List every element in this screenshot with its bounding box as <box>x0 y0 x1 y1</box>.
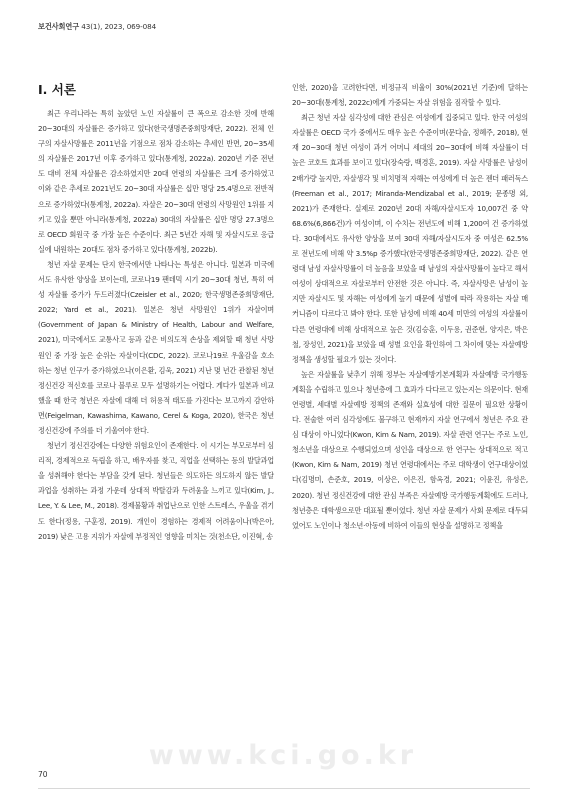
watermark: www.kci.go.kr <box>148 740 418 771</box>
paragraph: 청년 자살 문제는 단지 한국에서만 나타나는 특성은 아니다. 일본과 미국에서도 유사한 양상을 보이는데, 코로나19 팬데믹 시기 20~30대 청년, 특히 여성 자살률 증가가 두드러졌다(Czeisler et al., 2020; 한국생명존중희망재단, 2022; Yard et al., 2021). 일본은 청년 사망원인 1위가 자살이며(Government of Japan & Ministry of Health, Labour and Welfare, 2021), 미국에서도 교통사고 등과 같은 비의도적 손상을 제외할 때 청년 사망원인 중 가장 높은 순위는 자살이다(CDC, 2022). 코로나19로 우울감을 호소하는 청년 인구가 증가하였으나(이은환, 김욱, 2021) 지난 몇 년간 관찰된 청년 정신건강 적신호를 코로나 블루로 모두 설명하기는 어렵다. 게다가 일본과 비교했을 때 한국 청년은 자살에 대해 더 허용적 태도를 가진다는 보고까지 감안하면(Feigelman, Kawashima, Kawano, Cerel & Koga, 2020), 한국은 청년 정신건강에 주의를 더 기울여야 한다. <box>38 259 274 435</box>
running-head <box>38 22 156 32</box>
paragraph: 높은 자살률을 낮추기 위해 정부는 자살예방기본계획과 자살예방 국가행동계획을 수립하고 있으나 청년층에 그 효과가 다다르고 있는지는 의문이다. 현재 연령별, 세대별 자살예방 정책의 존재와 실효성에 대한 질문이 필요한 상황이다. 전술한 여러 심각성에도 불구하고 현재까지 자살 연구에서 청년은 주요 관심 대상이 아니었다(Kwon, Kim & Nam, 2019). 자살 관련 연구는 주로 노인, 청소년을 대상으로 수행되었으며 성인을 대상으로 한 연구는 상대적으로 적고(Kwon, Kim & Nam, 2019) 청년 연령대에서는 주로 대학생이 연구대상이었다(김명미, 손준호, 2019, 이상은, 이은진, 함옥경, 2021; 이윤진, 유성은, 2020). 청년 정신건강에 대한 관심 부족은 자살예방 국가행동계획에도 드러나, 청년층은 대학생으로만 대표될 뿐이었다. 청년 자살 문제가 사회 문제로 대두되었어도 노인이나 청소년·아동에 비하여 이들의 현상을 설명하고 정책을 <box>292 369 528 530</box>
paragraph-continued: 인한, 2020)을 고려한다면, 비정규직 비율이 30%(2021년 기준)에 달하는 20~30대(통계청, 2022c)에게 가중되는 자살 위험을 짐작할 수 있다. <box>292 83 528 108</box>
right-column <box>292 80 528 533</box>
paragraph: 청년기 정신건강에는 다양한 위험요인이 존재한다. 이 시기는 부모로부터 심리적, 경제적으로 독립을 하고, 배우자를 찾고, 직업을 선택하는 등의 발달과업을 성취해야 한다는 부담을 갖게 된다. 청년들은 의도하든 의도하지 않든 발달과업을 성취하는 과정 가운데 상대적 박탈감과 두려움을 느끼고 있다(Kim, J., Lee, Y. & Lee, M., 2018). 경제불황과 취업난으로 인한 스트레스, 우울을 겪기도 한다(정용, 구훈정, 2019). 개인이 경험하는 경제적 어려움이나(박은아, 2019) 낮은 고용 지위가 자살에 부정적인 영향을 미치는 것(천소단, 이진혁, 송 <box>38 441 274 541</box>
paragraph: 최근 청년 자살 심각성에 대한 관심은 여성에게 집중되고 있다. 한국 여성의 자살률은 OECD 국가 중에서도 매우 높은 수준이며(문다슬, 정혜주, 2018), 현재 20~30대 청년 여성이 과거 어머니 세대의 20~30대에 비해 자살률이 더 높은 코호트 효과를 보이고 있다(장숙랑, 백경흔, 2019). 자살 사망률은 남성이 2배가량 높지만, 자살생각 및 비치명적 자해는 여성에게 더 높은 젠더 패러독스(Freeman et al., 2017; Miranda-Mendizabal et al., 2019; 문종명 외, 2021)가 존재한다. 실제로 2020년 20대 자해/자살시도자 10,007건 중 약 68.6%(6,866건)가 여성이며, 이 수치는 전년도에 비해 1,200여 건 증가하였다. 30대에서도 유사한 양상을 보여 30대 자해/자살시도자 중 여성은 62.5%로 전년도에 비해 약 3.5%p 증가했다(한국생명존중희망재단, 2022). 같은 연령대 남성 자살사망률이 더 높음을 보았을 때 남성의 자살사망률이 높다고 해서 여성이 상대적으로 자살로부터 안전한 것은 아니다. 즉, 자살사망은 남성이 높지만 자살시도 및 자해는 여성에게 높기 때문에 성별에 따라 작용하는 자살 매커니즘이 다르다고 봐야 한다. 또한 남성에 비해 40세 미만의 여성의 자살률이 다른 연령대에 비해 상대적으로 높은 것(김승훈, 이두용, 권준현, 양지은, 박은철, 장성인, 2021)을 보았을 때 성별 요인을 확인하여 그 차이에 맞는 자살예방 정책을 생성할 필요가 있는 것이다. <box>292 113 528 364</box>
journal-citation: 43(1), 2023, 069-084 <box>81 22 157 31</box>
section-title: Ⅰ. 서론 <box>38 82 76 97</box>
page-number: 70 <box>38 770 48 779</box>
paragraph: 최근 우리나라는 특히 높았던 노인 자살률이 큰 폭으로 감소한 것에 반해 20~30대의 자살률은 증가하고 있다(한국생명존중희망재단, 2022). 전체 인구의 자살사망률은 2011년을 기점으로 점차 감소하는 추세인 반면, 20~35세의 자살률은 2017년 이후 증가하고 있다(통계청, 2022a). 2020년 기준 전년도 대비 전체 자살률은 감소하였지만 20대 연령의 자살률은 크게 증가하였고 이와 같은 추세로 2021년도 20~30대 자살률은 십만 명당 25.4명으로 전반적으로 증가하였다(통계청, 2022a). 자살은 20~30대 연령의 사망원인 1위를 지키고 있을 뿐만 아니라(통계청, 2022a) 30대의 자살률은 십만 명당 27.3명으로 OECD 회원국 중 가장 높은 수준이다. 최근 5년간 자해 및 자살시도로 응급실에 내원하는 20대도 점차 증가하고 있다(통계청, 2022b). <box>38 109 274 254</box>
left-column <box>38 106 274 544</box>
journal-title: 보건사회연구 <box>38 22 80 31</box>
footer-divider <box>38 788 530 789</box>
